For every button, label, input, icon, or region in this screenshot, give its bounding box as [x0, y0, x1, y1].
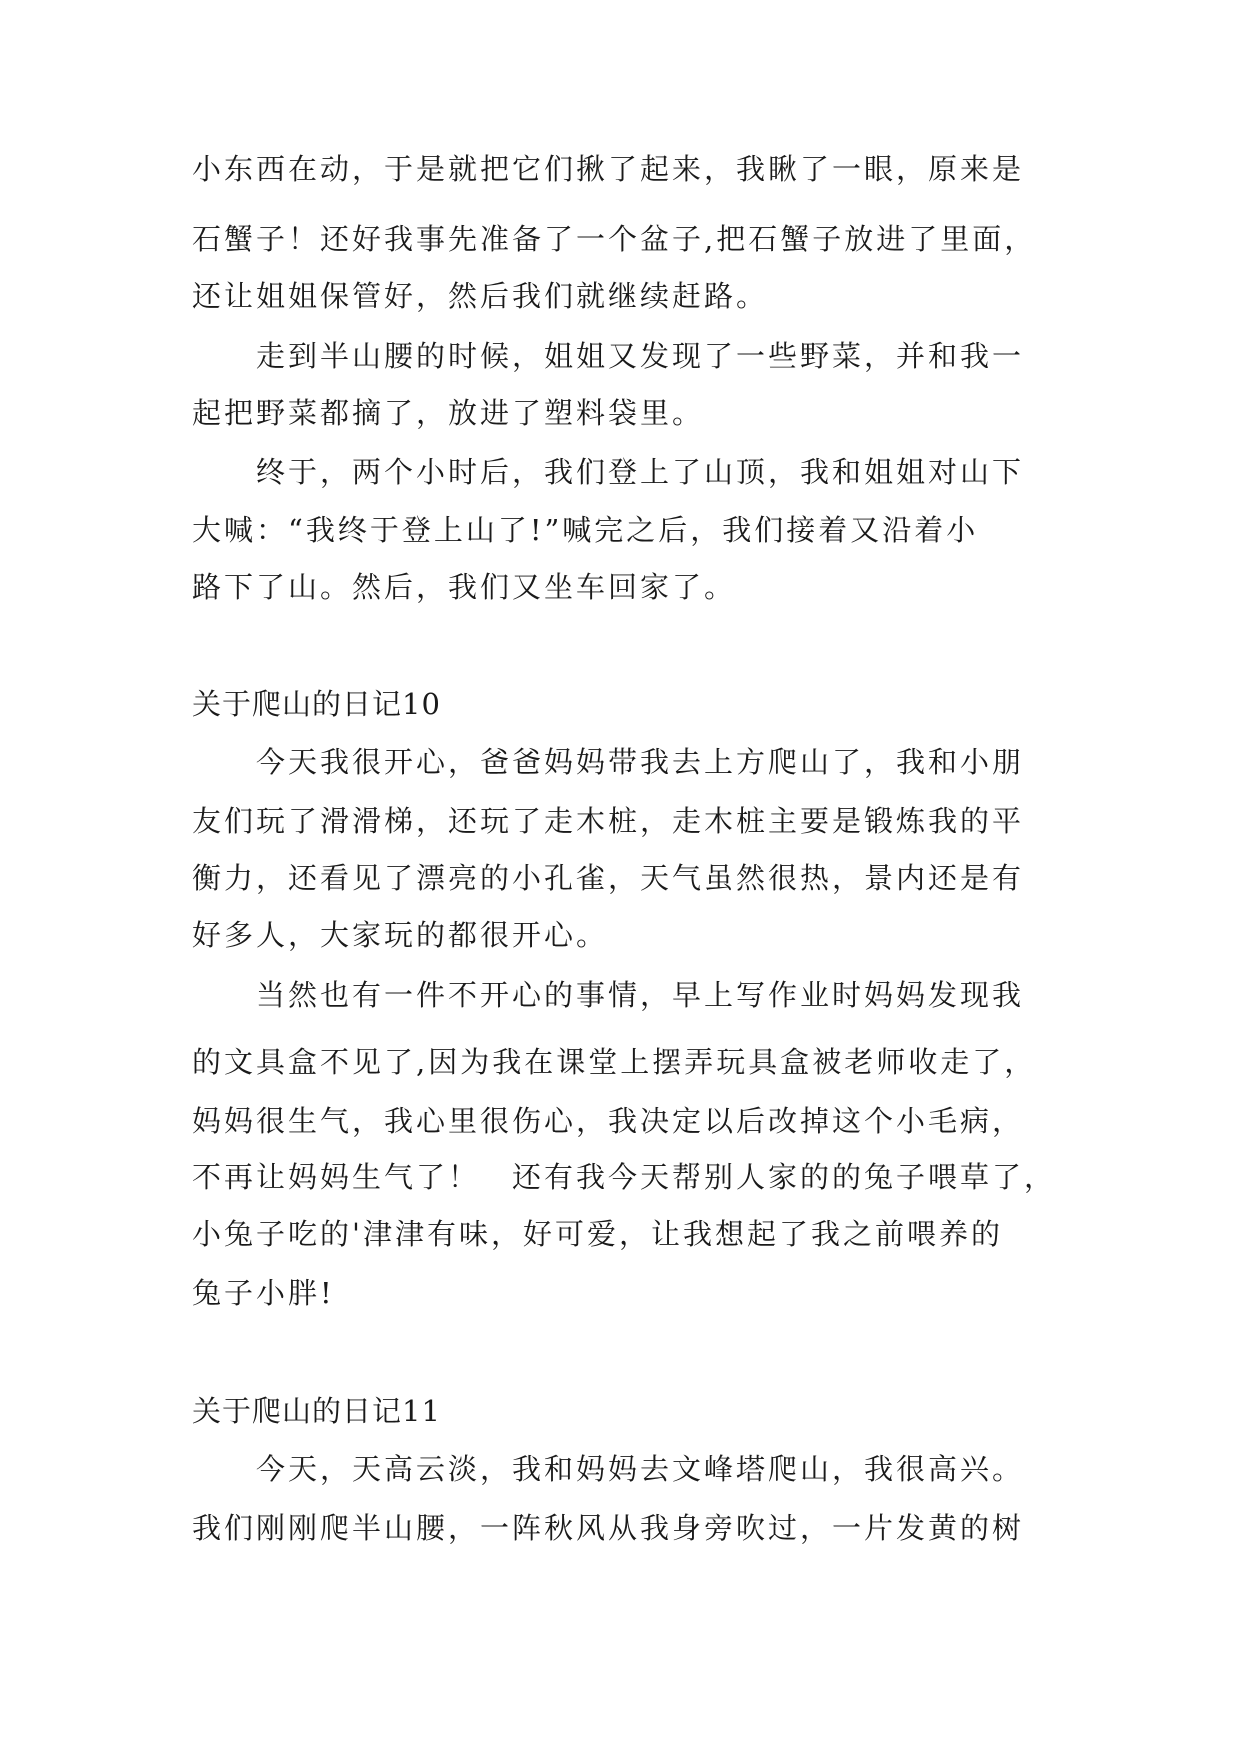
- body-text-line: 小兔子吃的'津津有味，好可爱，让我想起了我之前喂养的: [192, 1217, 1003, 1251]
- body-text-line: 还让姐姐保管好，然后我们就继续赶路。: [192, 279, 769, 313]
- body-text-line: 终于，两个小时后，我们登上了山顶，我和姐姐对山下: [192, 455, 1025, 489]
- body-text-line: 友们玩了滑滑梯，还玩了走木桩，走木桩主要是锻炼我的平: [192, 804, 1025, 838]
- body-text-line: 妈妈很生气，我心里很伤心，我决定以后改掉这个小毛病，: [192, 1104, 1025, 1138]
- body-text-line: 今天我很开心，爸爸妈妈带我去上方爬山了，我和小朋: [192, 745, 1025, 779]
- body-text-line: 起把野菜都摘了，放进了塑料袋里。: [192, 396, 705, 430]
- body-text-line: 大喊：“我终于登上山了!”喊完之后，我们接着又沿着小: [192, 513, 979, 547]
- body-text-line: 走到半山腰的时候，姐姐又发现了一些野菜，并和我一: [192, 339, 1025, 373]
- body-text-line: 小东西在动，于是就把它们揪了起来，我瞅了一眼，原来是: [192, 152, 1025, 186]
- body-text-line: 的文具盒不见了,因为我在课堂上摆弄玩具盒被老师收走了，: [192, 1045, 1037, 1079]
- body-text-line: 我们刚刚爬半山腰，一阵秋风从我身旁吹过，一片发黄的树: [192, 1511, 1025, 1545]
- body-text-line: 衡力，还看见了漂亮的小孔雀，天气虽然很热，景内还是有: [192, 861, 1025, 895]
- body-text-line: 今天，天高云淡，我和妈妈去文峰塔爬山，我很高兴。: [192, 1452, 1025, 1486]
- body-text-line: 好多人，大家玩的都很开心。: [192, 918, 609, 952]
- section-heading: 关于爬山的日记11: [192, 1394, 441, 1428]
- body-text-line: 石蟹子！还好我事先准备了一个盆子,把石蟹子放进了里面，: [192, 222, 1037, 256]
- body-text-line: 兔子小胖!: [192, 1276, 335, 1310]
- body-text-line: 不再让妈妈生气了！ 还有我今天帮别人家的的兔子喂草了，: [192, 1160, 1057, 1194]
- body-text-line: 当然也有一件不开心的事情，早上写作业时妈妈发现我: [192, 978, 1025, 1012]
- body-text-line: 路下了山。然后，我们又坐车回家了。: [192, 570, 737, 604]
- section-heading: 关于爬山的日记10: [192, 687, 441, 721]
